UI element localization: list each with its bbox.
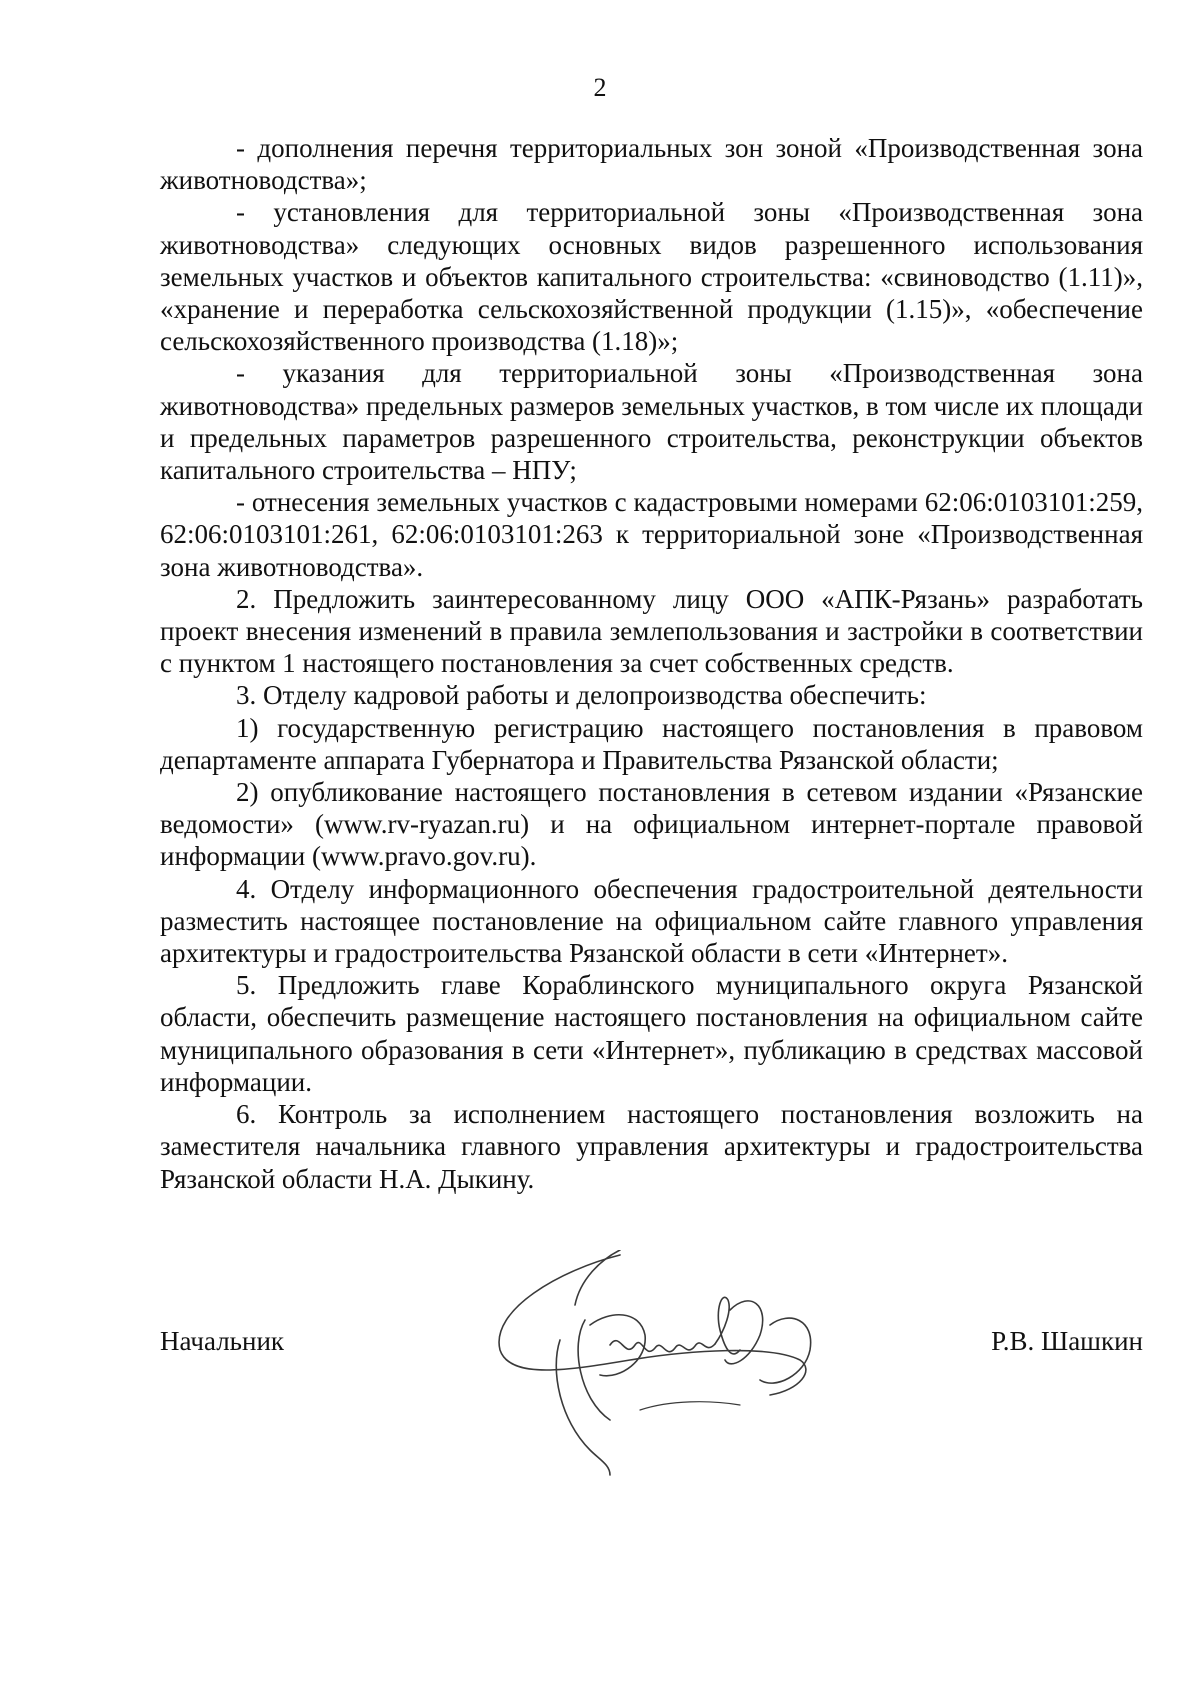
paragraph-item-4: 4. Отделу информационного обеспечения градостроительной деятельности разместить настоящее постановление на официальном сайте главного управления архитектуры и градостроительства Рязанской области в сети «Интернет». bbox=[160, 873, 1143, 969]
paragraph-item-3: 3. Отделу кадровой работы и делопроизводства обеспечить: bbox=[236, 680, 927, 711]
document-body bbox=[160, 132, 1143, 1195]
paragraph-item-2: 2. Предложить заинтересованному лицу ООО «АПК-Рязань» разработать проект внесения изменений в правила землепользования и застройки в соответствии с пунктом 1 настоящего постановления за счет собственных средств. bbox=[160, 583, 1143, 679]
paragraph-cadastral-numbers: - отнесения земельных участков с кадастровыми номерами 62:06:0103101:259, 62:06:0103101:261, 62:06:0103101:263 к территориальной зоне «Производственная зона животноводства». bbox=[160, 487, 1143, 582]
signatory-title: Начальник bbox=[160, 1326, 285, 1356]
page-number: 2 bbox=[593, 73, 607, 102]
handwritten-signature bbox=[470, 1250, 870, 1480]
paragraph-item-6: 6. Контроль за исполнением настоящего постановления возложить на заместителя начальника главного управления архитектуры и градостроительства Рязанской области Н.А. Дыкину. bbox=[160, 1099, 1143, 1194]
paragraph-item-3-1: 1) государственную регистрацию настоящего постановления в правовом департаменте аппарата Губернатора и Правительства Рязанской области; bbox=[160, 712, 1143, 775]
paragraph-addition-zone: - дополнения перечня территориальных зон зоной «Производственная зона животноводства»; bbox=[160, 133, 1143, 196]
paragraph-limit-sizes: - указания для территориальной зоны «Производственная зона животноводства» предельных размеров земельных участков, в том числе их площади и предельных параметров разрешенного строительства, реконструкции объектов капитального строительства – НПУ; bbox=[160, 358, 1144, 486]
paragraph-item-3-2: 2) опубликование настоящего постановления в сетевом издании «Рязанские ведомости» (www.rv-ryazan.ru) и на официальном интернет-портале правовой информации (www.pravo.gov.ru). bbox=[160, 777, 1143, 872]
signatory-name: Р.В. Шашкин bbox=[991, 1326, 1143, 1356]
paragraph-item-5: 5. Предложить главе Кораблинского муниципального округа Рязанской области, обеспечить размещение настоящего постановления на официальном сайте муниципального образования в сети «Интернет», публикацию в средствах массовой информации. bbox=[160, 970, 1143, 1097]
paragraph-permitted-uses: - установления для территориальной зоны «Производственная зона животноводства» следующих основных видов разрешенного использования земельных участков и объектов капитального строительства: «свиноводство (1.11)», «хранение и переработка сельскохозяйственной продукции (1.15)», «обеспечение сельскохозяйственного производства (1.18)»; bbox=[160, 197, 1143, 357]
